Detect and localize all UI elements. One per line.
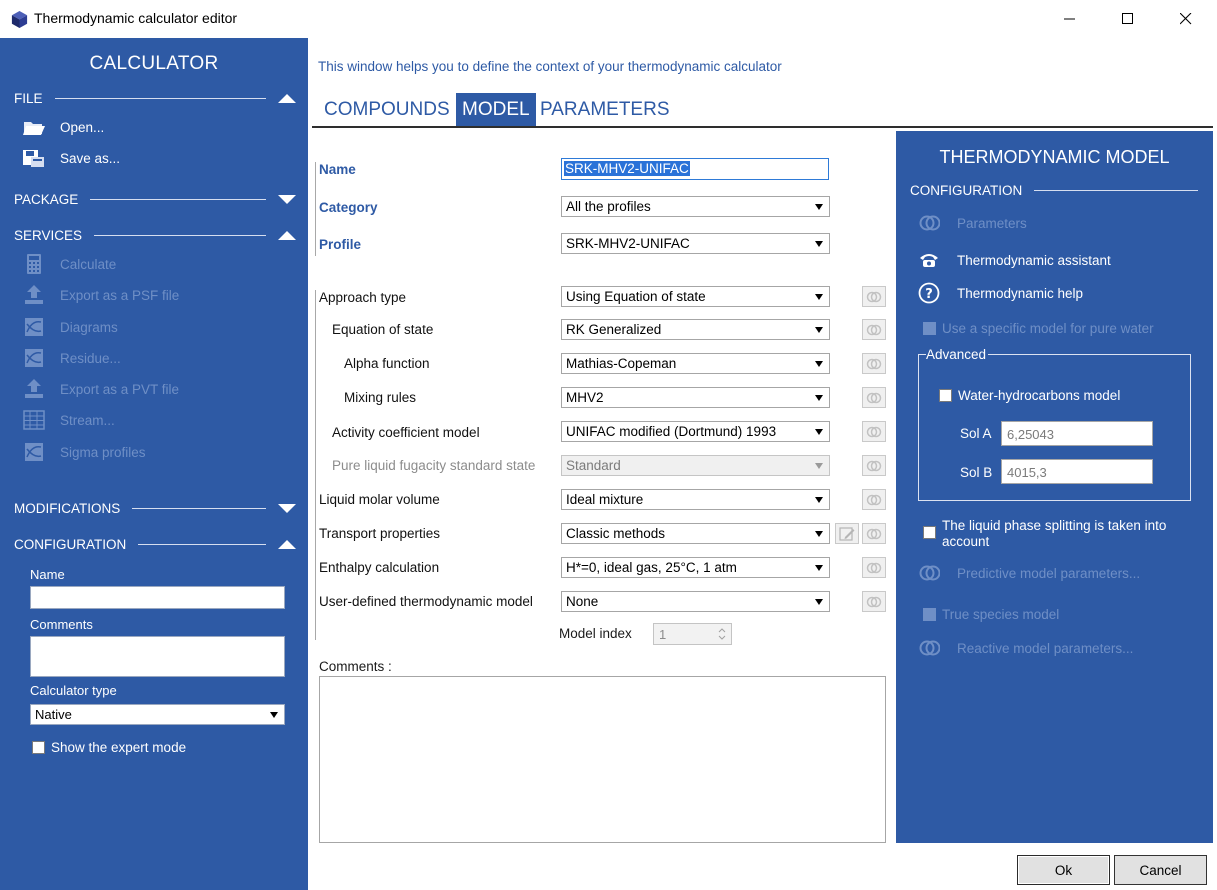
dropdown-arrow-icon (815, 497, 823, 503)
enthalpy-calculation-label: Enthalpy calculation (319, 560, 440, 575)
name-label: Name (319, 162, 356, 177)
liquid-molar-volume-select[interactable] (561, 489, 830, 510)
equation-of-state-select[interactable] (561, 319, 830, 340)
comments-textarea[interactable] (319, 676, 886, 843)
config-name-label: Name (30, 567, 65, 582)
dropdown-arrow-icon (815, 361, 823, 367)
water-hydrocarbons-label: Water-hydrocarbons model (958, 387, 1121, 403)
group-bar (315, 162, 316, 256)
predictive-parameters-label: Predictive model parameters... (957, 565, 1141, 581)
dropdown-arrow-icon (815, 395, 823, 401)
window-title: Thermodynamic calculator editor (34, 10, 238, 26)
calculator-type-select[interactable] (30, 704, 285, 725)
model-name-input[interactable] (561, 158, 829, 180)
section-divider (132, 508, 266, 509)
right-configuration-label: CONFIGURATION (910, 182, 1023, 198)
sigma-profile-icon (22, 441, 46, 463)
calculate-label: Calculate (60, 256, 117, 272)
dropdown-arrow-icon (815, 565, 823, 571)
tab-underline (312, 126, 1213, 128)
minimize-icon (1064, 13, 1076, 25)
model-index-label: Model index (559, 626, 632, 641)
alpha-function-label: Alpha function (344, 356, 430, 371)
section-divider (90, 199, 266, 200)
predictive-parameters-item[interactable] (918, 562, 1140, 584)
close-button[interactable] (1157, 0, 1215, 38)
minimize-button[interactable] (1041, 0, 1099, 38)
section-divider (55, 98, 266, 99)
equation-of-state-label: Equation of state (332, 322, 434, 337)
water-hydrocarbons-row[interactable] (939, 384, 1120, 406)
pure-liquid-fugacity-select[interactable] (561, 455, 830, 476)
open-label: Open... (60, 119, 105, 135)
svg-text:?: ? (925, 287, 933, 302)
diagrams-label: Diagrams (60, 319, 118, 335)
collapse-arrow-icon[interactable] (278, 94, 296, 103)
water-hydrocarbons-checkbox[interactable] (939, 389, 952, 402)
pure-water-checkbox[interactable] (923, 322, 936, 335)
stream-grid-icon (22, 409, 46, 431)
model-index-stepper[interactable] (653, 623, 732, 645)
parameters-item[interactable] (918, 212, 1027, 234)
dropdown-arrow-icon (815, 294, 823, 300)
close-icon (1180, 13, 1192, 25)
dropdown-arrow-icon (815, 241, 823, 247)
transport-properties-value: Classic methods (566, 526, 666, 541)
mixing-rules-value: MHV2 (566, 390, 604, 405)
dropdown-arrow-icon (270, 712, 278, 718)
activity-coefficient-info-button[interactable] (862, 421, 886, 442)
activity-coefficient-label: Activity coefficient model (332, 425, 480, 440)
liquid-molar-volume-value: Ideal mixture (566, 492, 644, 507)
expand-arrow-icon[interactable] (278, 504, 296, 513)
approach-type-label: Approach type (319, 290, 407, 305)
section-package-label: PACKAGE (14, 191, 79, 207)
app-cube-icon (10, 10, 29, 29)
transport-properties-edit-button[interactable] (835, 523, 859, 544)
approach-type-select[interactable] (561, 286, 830, 307)
expand-arrow-icon[interactable] (278, 195, 296, 204)
pure-water-row[interactable] (923, 317, 1154, 339)
info-glasses-icon (866, 460, 882, 472)
liquid-phase-splitting-row[interactable] (923, 518, 1208, 550)
diagrams-menu-item[interactable] (22, 315, 118, 339)
info-glasses-icon (866, 596, 882, 608)
transport-properties-info-button[interactable] (862, 523, 886, 544)
section-divider (1034, 190, 1198, 191)
sol-a-label: Sol A (960, 426, 992, 441)
intro-text: This window helps you to define the context of your thermodynamic calculator (318, 59, 782, 74)
help-question-icon (918, 282, 940, 304)
residue-menu-item[interactable] (22, 346, 121, 370)
alpha-function-select[interactable] (561, 353, 830, 374)
liquid-molar-volume-info-button[interactable] (862, 489, 886, 510)
dropdown-arrow-icon (815, 429, 823, 435)
telephone-icon (918, 249, 940, 271)
ok-button[interactable]: Ok (1017, 855, 1110, 885)
expert-mode-label: Show the expert mode (51, 740, 187, 755)
calculator-type-value: Native (35, 707, 72, 722)
liquid-phase-splitting-label (942, 518, 1166, 550)
transport-properties-select[interactable] (561, 523, 830, 544)
spinner-arrows-icon[interactable] (718, 627, 726, 641)
expert-mode-checkbox[interactable] (32, 741, 45, 754)
collapse-arrow-icon[interactable] (278, 231, 296, 240)
profile-label: Profile (319, 237, 362, 252)
section-modifications-label: MODIFICATIONS (14, 500, 121, 516)
stream-menu-item[interactable] (22, 408, 115, 432)
export-pvt-menu-item[interactable] (22, 377, 179, 401)
section-divider (138, 544, 266, 545)
category-value: All the profiles (566, 199, 651, 214)
liquid-phase-splitting-text-2: account (942, 534, 990, 549)
dropdown-arrow-icon (815, 327, 823, 333)
pure-liquid-fugacity-info-button[interactable] (862, 455, 886, 476)
enthalpy-calculation-select[interactable] (561, 557, 830, 578)
section-file-header[interactable] (14, 89, 296, 107)
true-species-row[interactable] (923, 603, 1059, 625)
approach-type-info-button[interactable] (862, 286, 886, 307)
sigma-profiles-label: Sigma profiles (60, 444, 146, 460)
true-species-checkbox[interactable] (923, 608, 936, 621)
calculator-sidebar (0, 38, 308, 890)
config-comments-label: Comments (30, 617, 93, 632)
equation-of-state-value: RK Generalized (566, 322, 662, 337)
dropdown-arrow-icon (815, 204, 823, 210)
save-as-icon (22, 147, 46, 169)
export-psf-menu-item[interactable] (22, 283, 179, 307)
maximize-button[interactable] (1099, 0, 1157, 38)
info-glasses-icon (866, 528, 882, 540)
sigma-profiles-menu-item[interactable] (22, 440, 146, 464)
info-glasses-icon (866, 562, 882, 574)
pure-water-label: Use a specific model for pure water (942, 320, 1154, 336)
parameters-glasses-icon (918, 212, 940, 234)
calculator-type-label: Calculator type (30, 683, 117, 698)
title-bar (0, 0, 1217, 38)
dropdown-arrow-icon (815, 599, 823, 605)
user-defined-model-value: None (566, 594, 599, 609)
model-index-value: 1 (659, 627, 667, 642)
folder-open-icon (22, 116, 46, 138)
predictive-glasses-icon (918, 562, 940, 584)
activity-coefficient-select[interactable] (561, 421, 830, 442)
pure-liquid-fugacity-value: Standard (566, 458, 621, 473)
section-divider (94, 235, 266, 236)
sol-b-input[interactable]: 4015,3 (1001, 459, 1153, 484)
expert-mode-row[interactable] (32, 740, 186, 755)
thermodynamic-assistant-item[interactable] (918, 249, 1111, 271)
export-pvt-icon (22, 378, 46, 400)
calculator-icon (22, 253, 46, 275)
info-glasses-icon (866, 392, 882, 404)
section-configuration-header[interactable] (14, 535, 296, 553)
equation-of-state-info-button[interactable] (862, 319, 886, 340)
mixing-rules-label: Mixing rules (344, 390, 417, 405)
dropdown-arrow-icon (815, 463, 823, 469)
sol-a-input[interactable]: 6,25043 (1001, 421, 1153, 446)
calculate-menu-item[interactable] (22, 252, 116, 276)
stream-label: Stream... (60, 412, 115, 428)
user-defined-model-info-button[interactable] (862, 591, 886, 612)
save-as-menu-item[interactable] (22, 146, 120, 170)
alpha-function-info-button[interactable] (862, 353, 886, 374)
user-defined-model-label: User-defined thermodynamic model (319, 594, 533, 609)
comments-label: Comments : (319, 659, 392, 674)
true-species-label: True species model (942, 606, 1060, 622)
right-configuration-header (910, 181, 1198, 199)
reactive-parameters-label: Reactive model parameters... (957, 640, 1134, 656)
parameters-label: Parameters (957, 215, 1027, 231)
right-panel-title: THERMODYNAMIC MODEL (939, 147, 1170, 167)
info-glasses-icon (866, 426, 882, 438)
reactive-glasses-icon (918, 637, 940, 659)
export-pvt-label: Export as a PVT file (60, 381, 180, 397)
config-comments-input[interactable] (30, 636, 285, 677)
liquid-molar-volume-label: Liquid molar volume (319, 492, 440, 507)
section-configuration-label: CONFIGURATION (14, 536, 127, 552)
liquid-phase-splitting-checkbox[interactable] (923, 526, 936, 539)
section-services-header[interactable] (14, 226, 296, 244)
edit-pencil-icon (839, 526, 855, 542)
tab-compounds[interactable]: COMPOUNDS (324, 99, 450, 120)
sidebar-title: CALCULATOR (89, 53, 219, 74)
approach-type-value: Using Equation of state (566, 289, 706, 304)
profile-value: SRK-MHV2-UNIFAC (566, 236, 690, 251)
config-name-input[interactable] (30, 586, 285, 609)
liquid-phase-splitting-text-1: The liquid phase splitting is taken into (942, 518, 1167, 533)
collapse-arrow-icon[interactable] (278, 540, 296, 549)
tab-parameters[interactable]: PARAMETERS (540, 99, 670, 120)
transport-properties-label: Transport properties (319, 526, 441, 541)
residue-label: Residue... (60, 350, 121, 366)
thermodynamic-assistant-label: Thermodynamic assistant (957, 252, 1111, 268)
enthalpy-calculation-value: H*=0, ideal gas, 25°C, 1 atm (566, 560, 737, 575)
user-defined-model-select[interactable] (561, 591, 830, 612)
mixing-rules-info-button[interactable] (862, 387, 886, 408)
info-glasses-icon (866, 358, 882, 370)
mixing-rules-select[interactable] (561, 387, 830, 408)
open-menu-item[interactable] (22, 115, 104, 139)
reactive-parameters-item[interactable] (918, 637, 1133, 659)
info-glasses-icon (866, 494, 882, 506)
section-services-label: SERVICES (14, 227, 83, 243)
pure-liquid-fugacity-label: Pure liquid fugacity standard state (332, 458, 536, 473)
thermodynamic-help-item[interactable] (918, 282, 1083, 304)
maximize-icon (1122, 13, 1134, 25)
info-glasses-icon (866, 324, 882, 336)
advanced-legend: Advanced (926, 347, 987, 362)
sol-b-label: Sol B (960, 465, 993, 480)
thermodynamic-model-panel (896, 131, 1213, 843)
enthalpy-calculation-info-button[interactable] (862, 557, 886, 578)
profile-select[interactable] (561, 233, 830, 254)
section-package-header[interactable] (14, 190, 296, 208)
export-psf-label: Export as a PSF file (60, 287, 180, 303)
tab-model[interactable]: MODEL (456, 93, 536, 127)
category-select[interactable] (561, 196, 830, 217)
section-modifications-header[interactable] (14, 499, 296, 517)
activity-coefficient-value: UNIFAC modified (Dortmund) 1993 (566, 424, 777, 439)
section-file-label: FILE (14, 90, 43, 106)
model-name-value: SRK-MHV2-UNIFAC (565, 161, 689, 176)
dropdown-arrow-icon (815, 531, 823, 537)
thermodynamic-help-label: Thermodynamic help (957, 285, 1084, 301)
info-glasses-icon (866, 291, 882, 303)
residue-icon (22, 347, 46, 369)
diagram-icon (22, 316, 46, 338)
group-bar (315, 290, 316, 640)
alpha-function-value: Mathias-Copeman (566, 356, 677, 371)
export-psf-icon (22, 284, 46, 306)
save-as-label: Save as... (60, 150, 121, 166)
category-label: Category (319, 200, 378, 215)
cancel-button[interactable]: Cancel (1114, 855, 1207, 885)
